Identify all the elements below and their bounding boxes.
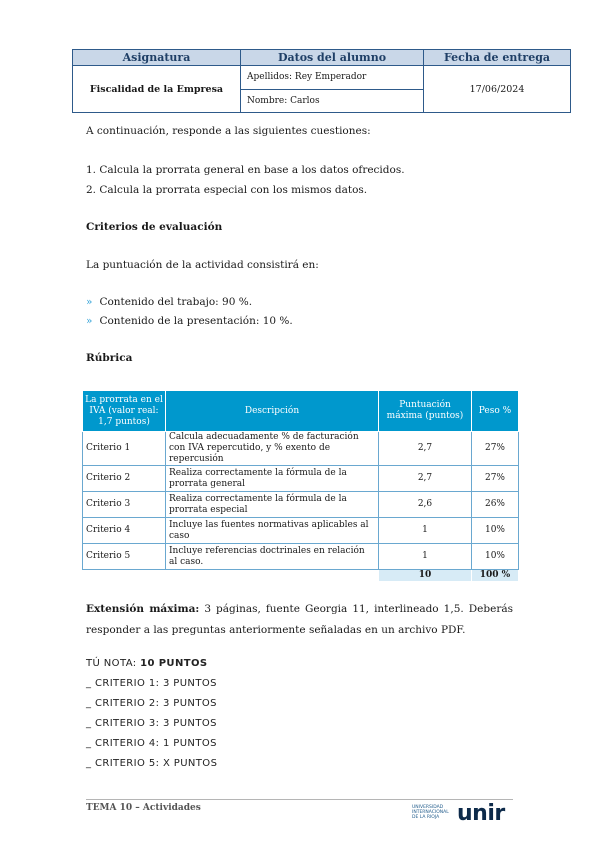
rubric-heading: Rúbrica xyxy=(86,352,133,364)
unir-logo xyxy=(412,801,514,829)
extension-paragraph xyxy=(86,599,513,641)
rubric-weight: 27% xyxy=(472,466,519,492)
table-row xyxy=(83,432,519,466)
rubric-criterion: Criterio 3 xyxy=(83,492,166,518)
rubric-description: Calcula adecuadamente % de facturación con IVA repercutido, y % exento de repercusión xyxy=(166,432,379,466)
grade-line: _ CRITERIO 1: 3 PUNTOS xyxy=(86,678,217,689)
rubric-total-max: 10 xyxy=(379,570,472,582)
question-1: 1. Calcula la prorrata general en base a los datos ofrecidos. xyxy=(86,164,405,176)
rubric-description: Incluye referencias doctrinales en relación al caso. xyxy=(166,544,379,570)
delivery-date: 17/06/2024 xyxy=(424,66,571,113)
student-name: Nombre: Carlos xyxy=(241,89,424,113)
rubric-total-weight: 100 % xyxy=(472,570,519,582)
rubric-max: 1 xyxy=(379,544,472,570)
footer-divider xyxy=(86,799,513,800)
grade-line: _ CRITERIO 4: 1 PUNTOS xyxy=(86,738,217,749)
student-surname: Apellidos: Rey Emperador xyxy=(241,66,424,90)
rubric-weight: 10% xyxy=(472,518,519,544)
rubric-table xyxy=(82,390,519,582)
rubric-weight: 27% xyxy=(472,432,519,466)
header-subject-label: Asignatura xyxy=(73,50,241,66)
header-student-label: Datos del alumno xyxy=(241,50,424,66)
footer-text: TEMA 10 – Actividades xyxy=(86,803,201,813)
extension-text: 3 páginas, fuente Georgia 11, interlineado 1,5. Deberás responder a las preguntas anteriormente señaladas en un archivo PDF. xyxy=(86,603,513,636)
criteria-heading: Criterios de evaluación xyxy=(86,221,223,233)
rubric-weight: 10% xyxy=(472,544,519,570)
rubric-header-description: Descripción xyxy=(166,391,379,432)
rubric-description: Realiza correctamente la fórmula de la prorrata general xyxy=(166,466,379,492)
bullet-icon: » xyxy=(86,296,93,308)
grade-line: _ CRITERIO 2: 3 PUNTOS xyxy=(86,698,217,709)
table-row xyxy=(83,492,519,518)
rubric-max: 2,7 xyxy=(379,466,472,492)
rubric-criterion: Criterio 5 xyxy=(83,544,166,570)
rubric-max: 2,6 xyxy=(379,492,472,518)
question-2: 2. Calcula la prorrata especial con los mismos datos. xyxy=(86,184,368,196)
extension-label: Extensión máxima: xyxy=(86,603,200,615)
rubric-header-criterion: La prorrata en el IVA (valor real: 1,7 puntos) xyxy=(83,391,166,432)
grade-line: _ CRITERIO 5: X PUNTOS xyxy=(86,758,218,769)
rubric-header-weight: Peso % xyxy=(472,391,519,432)
rubric-criterion: Criterio 2 xyxy=(83,466,166,492)
subject-value: Fiscalidad de la Empresa xyxy=(73,66,241,113)
score-item: » Contenido del trabajo: 90 %. xyxy=(86,296,253,308)
logo-wordmark: unir xyxy=(457,801,505,826)
table-row xyxy=(83,518,519,544)
rubric-max: 1 xyxy=(379,518,472,544)
rubric-total-row xyxy=(83,570,519,582)
rubric-weight: 26% xyxy=(472,492,519,518)
rubric-max: 2,7 xyxy=(379,432,472,466)
logo-university-text: UNIVERSIDAD INTERNACIONAL DE LA RIOJA xyxy=(412,805,449,820)
grade-line: _ CRITERIO 3: 3 PUNTOS xyxy=(86,718,217,729)
rubric-description: Incluye las fuentes normativas aplicables al caso xyxy=(166,518,379,544)
table-row xyxy=(83,544,519,570)
score-text: La puntuación de la actividad consistirá en: xyxy=(86,259,319,271)
table-row xyxy=(83,466,519,492)
rubric-criterion: Criterio 1 xyxy=(83,432,166,466)
grade-total: TÚ NOTA: 10 PUNTOS xyxy=(86,658,208,669)
rubric-criterion: Criterio 4 xyxy=(83,518,166,544)
header-date-label: Fecha de entrega xyxy=(424,50,571,66)
rubric-description: Realiza correctamente la fórmula de la prorrata especial xyxy=(166,492,379,518)
bullet-icon: » xyxy=(86,315,93,327)
score-item: » Contenido de la presentación: 10 %. xyxy=(86,315,293,327)
header-table xyxy=(72,49,571,113)
rubric-header-max: Puntuación máxima (puntos) xyxy=(379,391,472,432)
intro-text: A continuación, responde a las siguientes cuestiones: xyxy=(86,125,371,137)
